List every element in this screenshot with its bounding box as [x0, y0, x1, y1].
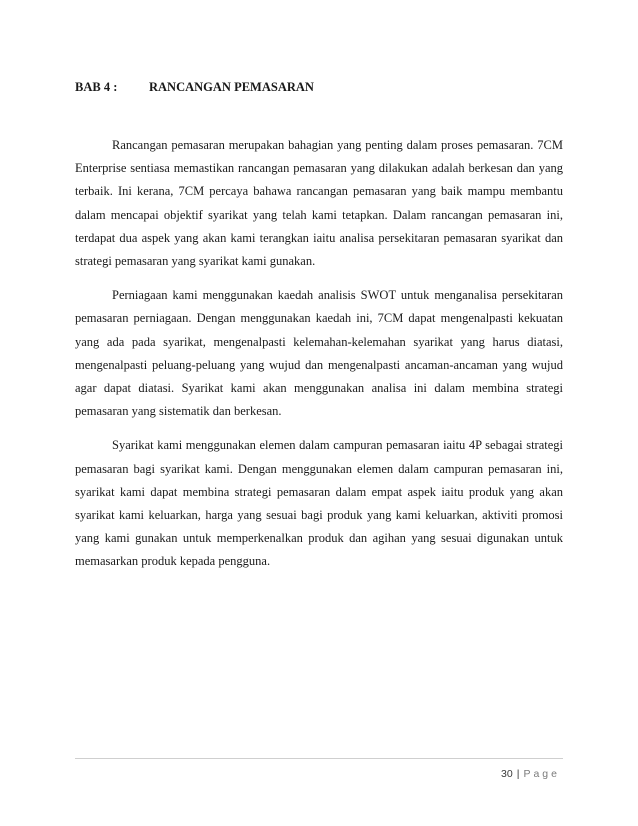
footer-separator: | [516, 768, 520, 780]
chapter-number: BAB 4 : [75, 80, 118, 94]
page-label: Page [523, 768, 560, 780]
paragraph-marketing-plan: Rancangan pemasaran merupakan bahagian yang penting dalam proses pemasaran. 7CM Enterprise sentiasa memastikan rancangan pemasaran yang dilakukan adalah berkesan dan yang terbaik. Ini kerana, 7CM percaya bahawa rancangan pemasaran yang baik mampu membantu dalam mencapai objektif syarikat yang telah kami tetapkan. Dalam rancangan pemasaran ini, terdapat dua aspek yang akan kami terangkan iaitu analisa persekitaran pemasaran syarikat dan strategi pemasaran yang syarikat kami gunakan. [75, 138, 563, 269]
paragraph-swot-analysis: Perniagaan kami menggunakan kaedah analisis SWOT untuk menganalisa persekitaran pemasaran perniagaan. Dengan menggunakan kaedah ini, 7CM dapat mengenalpasti kekuatan yang ada pada syarikat, mengenalpasti kelemahan-kelemahan syarikat yang harus diatasi, mengenalpasti peluang-peluang yang wujud dan mengenalpasti ancaman-ancaman yang wujud agar dapat diatasi. Syarikat kami akan menggunakan analisa ini dalam membina strategi pemasaran yang sistematik dan berkesan. [75, 288, 563, 419]
chapter-heading [75, 80, 314, 95]
body-text [75, 134, 563, 585]
footer-divider [75, 758, 563, 759]
page-footer [501, 768, 560, 780]
page-number: 30 [501, 768, 513, 780]
paragraph-marketing-mix: Syarikat kami menggunakan elemen dalam campuran pemasaran iaitu 4P sebagai strategi pemasaran bagi syarikat kami. Dengan menggunakan elemen dalam campuran pemasaran ini, syarikat kami dapat membina strategi pemasaran dalam empat aspek iaitu produk yang akan syarikat kami keluarkan, harga yang sesuai bagi produk yang kami keluarkan, aktiviti promosi yang kami gunakan untuk memperkenalkan produk dan agihan yang sesuai digunakan untuk memasarkan produk kepada pengguna. [75, 438, 563, 569]
chapter-title: RANCANGAN PEMASARAN [149, 80, 314, 94]
